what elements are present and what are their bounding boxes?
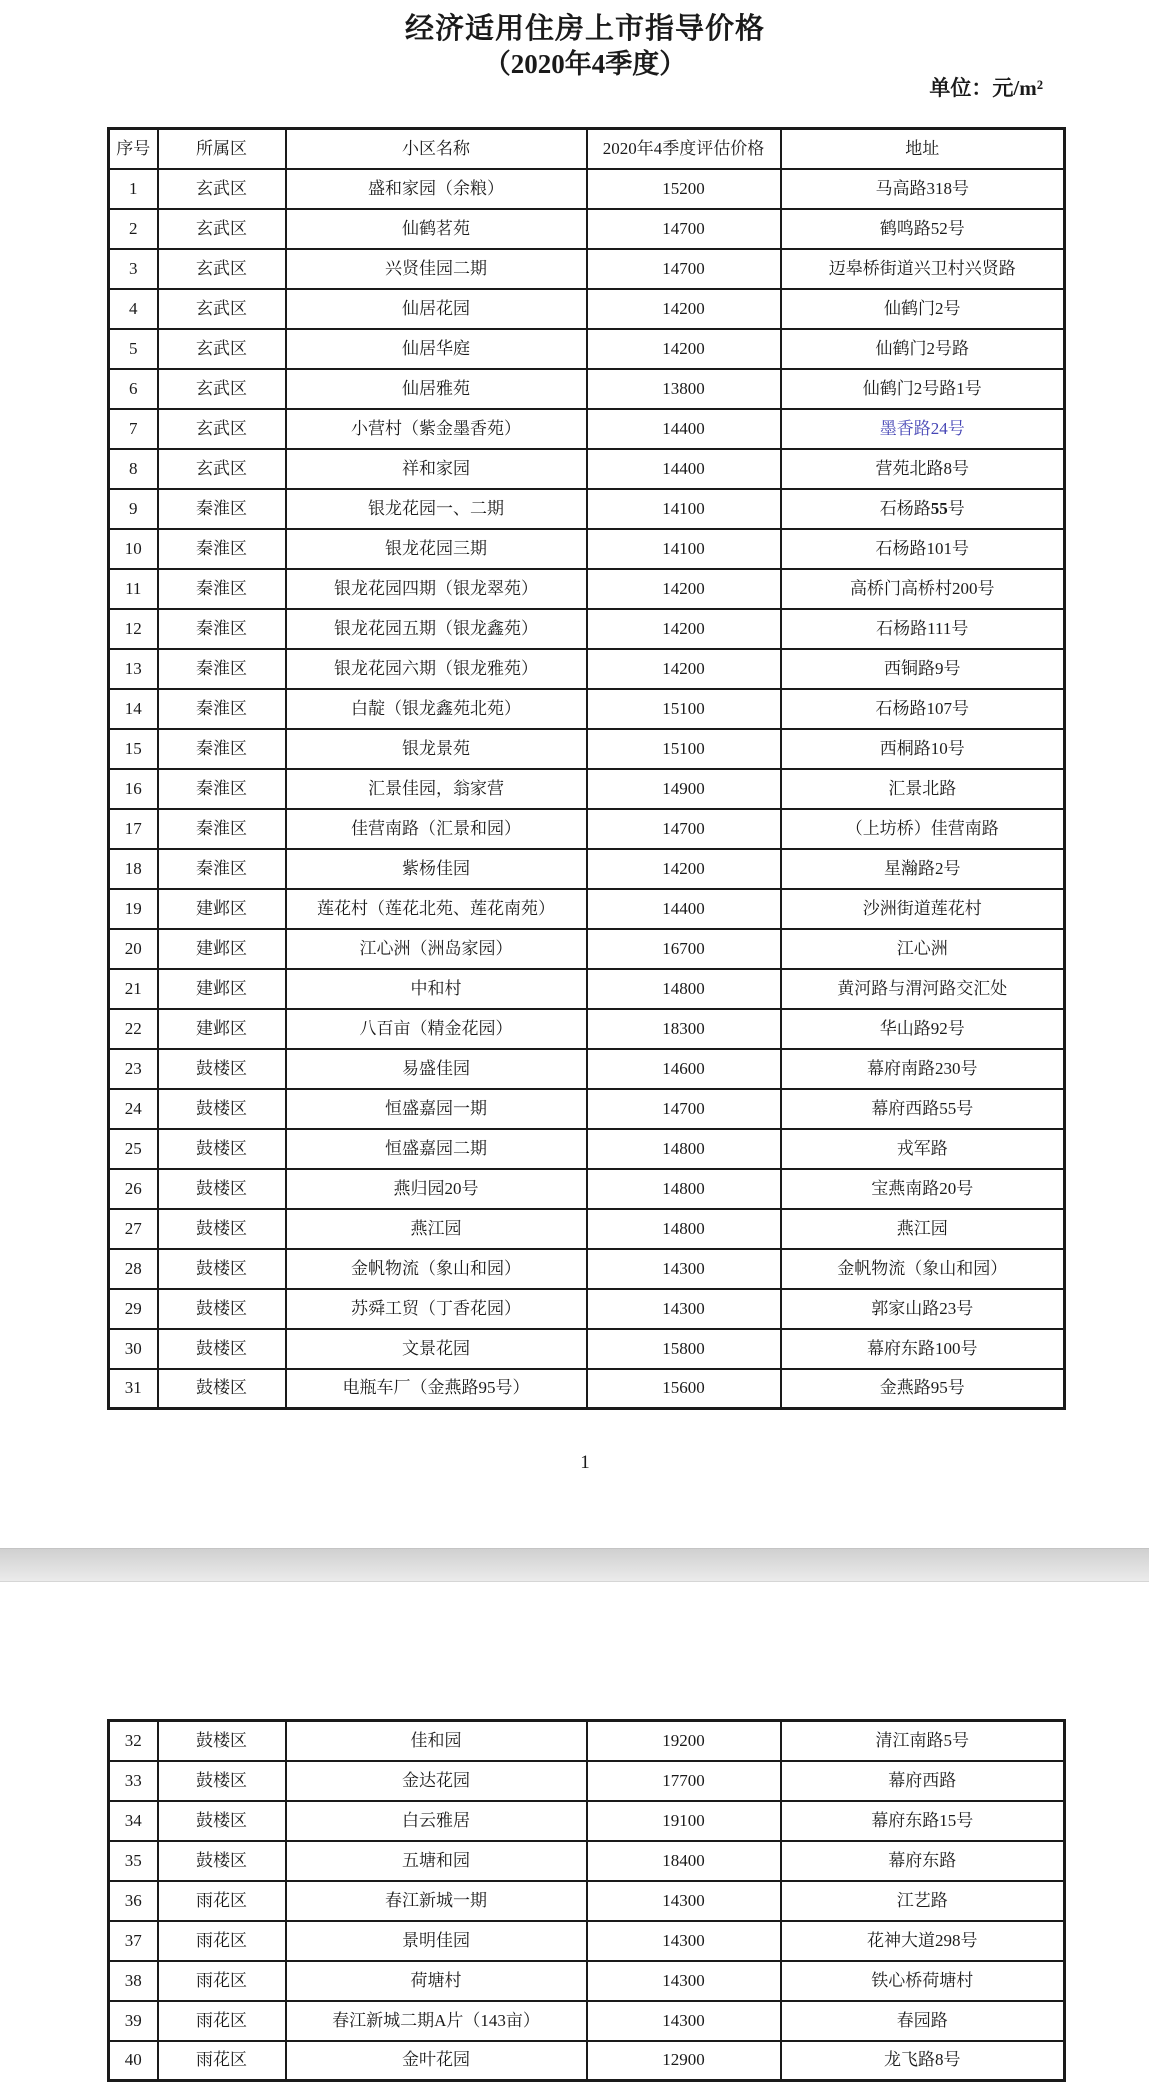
cell-community-name: 银龙花园六期（银龙雅苑）: [286, 649, 587, 689]
table-row: [109, 929, 1065, 969]
cell-index: 37: [109, 1921, 158, 1961]
table-row: [109, 1169, 1065, 1209]
cell-community-name: 兴贤佳园二期: [286, 249, 587, 289]
cell-price: 14200: [587, 289, 781, 329]
cell-price: 14200: [587, 609, 781, 649]
table-row: [109, 369, 1065, 409]
cell-index: 1: [109, 169, 158, 209]
cell-address: 石杨路55号: [781, 489, 1065, 529]
table-row: [109, 329, 1065, 369]
cell-index: 7: [109, 409, 158, 449]
cell-address: 星瀚路2号: [781, 849, 1065, 889]
cell-index: 14: [109, 689, 158, 729]
cell-community-name: 祥和家园: [286, 449, 587, 489]
table-row: [109, 889, 1065, 929]
cell-price: 15800: [587, 1329, 781, 1369]
cell-district: 玄武区: [158, 209, 286, 249]
cell-address: 幕府西路55号: [781, 1089, 1065, 1129]
cell-district: 鼓楼区: [158, 1129, 286, 1169]
cell-address: 黄河路与渭河路交汇处: [781, 969, 1065, 1009]
cell-community-name: 银龙景苑: [286, 729, 587, 769]
cell-community-name: 春江新城一期: [286, 1881, 587, 1921]
cell-community-name: 小营村（紫金墨香苑）: [286, 409, 587, 449]
cell-index: 20: [109, 929, 158, 969]
cell-index: 10: [109, 529, 158, 569]
cell-district: 雨花区: [158, 1921, 286, 1961]
cell-district: 玄武区: [158, 449, 286, 489]
cell-district: 玄武区: [158, 369, 286, 409]
table-row: [109, 689, 1065, 729]
cell-price: 19100: [587, 1801, 781, 1841]
table-row: [109, 1921, 1065, 1961]
cell-district: 秦淮区: [158, 569, 286, 609]
cell-district: 鼓楼区: [158, 1089, 286, 1129]
cell-index: 18: [109, 849, 158, 889]
cell-community-name: 佳和园: [286, 1721, 587, 1761]
table-row: [109, 1089, 1065, 1129]
cell-district: 雨花区: [158, 2001, 286, 2041]
table-row: [109, 1961, 1065, 2001]
page-2: [0, 1582, 1149, 2086]
price-table-page-1: [107, 127, 1066, 1410]
table-row: [109, 1009, 1065, 1049]
cell-price: 14600: [587, 1049, 781, 1089]
cell-price: 14100: [587, 489, 781, 529]
cell-index: 4: [109, 289, 158, 329]
cell-community-name: 白云雅居: [286, 1801, 587, 1841]
table-row: [109, 249, 1065, 289]
cell-price: 14700: [587, 249, 781, 289]
cell-address: 鹤鸣路52号: [781, 209, 1065, 249]
cell-district: 玄武区: [158, 249, 286, 289]
cell-address: 幕府东路100号: [781, 1329, 1065, 1369]
cell-index: 23: [109, 1049, 158, 1089]
table-row: [109, 729, 1065, 769]
table-row: [109, 1761, 1065, 1801]
table-row: [109, 529, 1065, 569]
table-row: [109, 769, 1065, 809]
cell-community-name: 恒盛嘉园二期: [286, 1129, 587, 1169]
cell-community-name: 汇景佳园，翁家营: [286, 769, 587, 809]
table-row: [109, 1289, 1065, 1329]
cell-price: 14100: [587, 529, 781, 569]
cell-address: 春园路: [781, 2001, 1065, 2041]
cell-district: 秦淮区: [158, 489, 286, 529]
cell-index: 33: [109, 1761, 158, 1801]
table-row: [109, 1881, 1065, 1921]
cell-address: 江心洲: [781, 929, 1065, 969]
cell-index: 6: [109, 369, 158, 409]
cell-address: 花神大道298号: [781, 1921, 1065, 1961]
cell-community-name: 燕江园: [286, 1209, 587, 1249]
cell-district: 鼓楼区: [158, 1289, 286, 1329]
cell-community-name: 金叶花园: [286, 2041, 587, 2081]
cell-address: 龙飞路8号: [781, 2041, 1065, 2081]
cell-address: 幕府东路: [781, 1841, 1065, 1881]
cell-index: 25: [109, 1129, 158, 1169]
cell-district: 鼓楼区: [158, 1049, 286, 1089]
cell-index: 22: [109, 1009, 158, 1049]
cell-community-name: 电瓶车厂（金燕路95号）: [286, 1369, 587, 1409]
cell-price: 15200: [587, 169, 781, 209]
cell-price: 19200: [587, 1721, 781, 1761]
table-row: [109, 1049, 1065, 1089]
cell-address[interactable]: 墨香路24号: [781, 409, 1065, 449]
cell-price: 14400: [587, 409, 781, 449]
cell-price: 16700: [587, 929, 781, 969]
cell-community-name: 莲花村（莲花北苑、莲花南苑）: [286, 889, 587, 929]
cell-price: 12900: [587, 2041, 781, 2081]
cell-district: 秦淮区: [158, 609, 286, 649]
cell-community-name: 景明佳园: [286, 1921, 587, 1961]
table-row: [109, 409, 1065, 449]
price-table-page-2: [107, 1719, 1066, 2082]
cell-price: 18400: [587, 1841, 781, 1881]
cell-address: 幕府西路: [781, 1761, 1065, 1801]
table-row: [109, 169, 1065, 209]
cell-community-name: 银龙花园四期（银龙翠苑）: [286, 569, 587, 609]
cell-address: （上坊桥）佳营南路: [781, 809, 1065, 849]
cell-price: 14800: [587, 1169, 781, 1209]
cell-district: 雨花区: [158, 1881, 286, 1921]
cell-address: 金燕路95号: [781, 1369, 1065, 1409]
column-header-index: 序号: [109, 129, 158, 169]
cell-district: 玄武区: [158, 289, 286, 329]
cell-district: 建邺区: [158, 969, 286, 1009]
cell-district: 雨花区: [158, 1961, 286, 2001]
cell-address: 铁心桥荷塘村: [781, 1961, 1065, 2001]
cell-index: 30: [109, 1329, 158, 1369]
cell-district: 玄武区: [158, 409, 286, 449]
cell-community-name: 盛和家园（余粮）: [286, 169, 587, 209]
table-row: [109, 969, 1065, 1009]
cell-address: 营苑北路8号: [781, 449, 1065, 489]
column-header-address: 地址: [781, 129, 1065, 169]
table-row: [109, 1841, 1065, 1881]
cell-index: 24: [109, 1089, 158, 1129]
table-row: [109, 1369, 1065, 1409]
cell-address: 宝燕南路20号: [781, 1169, 1065, 1209]
cell-price: 14200: [587, 569, 781, 609]
cell-index: 39: [109, 2001, 158, 2041]
cell-address: 汇景北路: [781, 769, 1065, 809]
cell-community-name: 中和村: [286, 969, 587, 1009]
cell-district: 鼓楼区: [158, 1329, 286, 1369]
cell-index: 27: [109, 1209, 158, 1249]
cell-community-name: 荷塘村: [286, 1961, 587, 2001]
cell-price: 14200: [587, 649, 781, 689]
cell-index: 21: [109, 969, 158, 1009]
cell-address: 仙鹤门2号路1号: [781, 369, 1065, 409]
cell-district: 建邺区: [158, 1009, 286, 1049]
cell-district: 秦淮区: [158, 529, 286, 569]
cell-index: 9: [109, 489, 158, 529]
cell-index: 13: [109, 649, 158, 689]
cell-index: 36: [109, 1881, 158, 1921]
cell-price: 14300: [587, 1921, 781, 1961]
cell-address: 高桥门高桥村200号: [781, 569, 1065, 609]
cell-district: 雨花区: [158, 2041, 286, 2081]
cell-district: 秦淮区: [158, 729, 286, 769]
cell-community-name: 银龙花园一、二期: [286, 489, 587, 529]
cell-price: 14900: [587, 769, 781, 809]
table-row: [109, 289, 1065, 329]
cell-address: 迈皋桥街道兴卫村兴贤路: [781, 249, 1065, 289]
cell-index: 8: [109, 449, 158, 489]
cell-address: 马高路318号: [781, 169, 1065, 209]
cell-price: 14200: [587, 329, 781, 369]
header-row: [109, 129, 1065, 169]
cell-price: 14300: [587, 1881, 781, 1921]
cell-address: 燕江园: [781, 1209, 1065, 1249]
cell-index: 16: [109, 769, 158, 809]
column-header-price: 2020年4季度评估价格: [587, 129, 781, 169]
cell-index: 32: [109, 1721, 158, 1761]
table-row: [109, 1249, 1065, 1289]
cell-district: 鼓楼区: [158, 1801, 286, 1841]
cell-community-name: 仙居花园: [286, 289, 587, 329]
cell-community-name: 恒盛嘉园一期: [286, 1089, 587, 1129]
cell-district: 秦淮区: [158, 689, 286, 729]
cell-district: 建邺区: [158, 889, 286, 929]
cell-community-name: 金达花园: [286, 1761, 587, 1801]
cell-community-name: 银龙花园三期: [286, 529, 587, 569]
cell-district: 鼓楼区: [158, 1249, 286, 1289]
cell-community-name: 白靛（银龙鑫苑北苑）: [286, 689, 587, 729]
unit-label: 单位：元/m²: [929, 76, 1043, 100]
cell-community-name: 仙居华庭: [286, 329, 587, 369]
cell-district: 建邺区: [158, 929, 286, 969]
cell-district: 鼓楼区: [158, 1369, 286, 1409]
cell-district: 鼓楼区: [158, 1169, 286, 1209]
document-subtitle: （2020年4季度）: [483, 49, 687, 79]
cell-index: 26: [109, 1169, 158, 1209]
cell-price: 14800: [587, 1209, 781, 1249]
cell-community-name: 春江新城二期A片（143亩）: [286, 2001, 587, 2041]
table-row: [109, 2001, 1065, 2041]
cell-price: 14700: [587, 809, 781, 849]
cell-community-name: 文景花园: [286, 1329, 587, 1369]
column-header-district: 所属区: [158, 129, 286, 169]
cell-address: 石杨路101号: [781, 529, 1065, 569]
cell-address: 郭家山路23号: [781, 1289, 1065, 1329]
cell-community-name: 燕归园20号: [286, 1169, 587, 1209]
table-row: [109, 569, 1065, 609]
cell-address: 沙洲街道莲花村: [781, 889, 1065, 929]
cell-district: 鼓楼区: [158, 1209, 286, 1249]
cell-community-name: 紫杨佳园: [286, 849, 587, 889]
cell-index: 28: [109, 1249, 158, 1289]
table-row: [109, 1801, 1065, 1841]
cell-price: 13800: [587, 369, 781, 409]
cell-district: 鼓楼区: [158, 1841, 286, 1881]
table-row: [109, 1209, 1065, 1249]
cell-price: 15600: [587, 1369, 781, 1409]
cell-index: 38: [109, 1961, 158, 2001]
cell-community-name: 五塘和园: [286, 1841, 587, 1881]
table-row: [109, 649, 1065, 689]
cell-address: 江艺路: [781, 1881, 1065, 1921]
cell-address: 清江南路5号: [781, 1721, 1065, 1761]
cell-community-name: 苏舜工贸（丁香花园）: [286, 1289, 587, 1329]
cell-address: 华山路92号: [781, 1009, 1065, 1049]
cell-community-name: 仙居雅苑: [286, 369, 587, 409]
cell-index: 5: [109, 329, 158, 369]
cell-district: 鼓楼区: [158, 1761, 286, 1801]
cell-index: 35: [109, 1841, 158, 1881]
cell-index: 31: [109, 1369, 158, 1409]
cell-community-name: 仙鹤茗苑: [286, 209, 587, 249]
cell-price: 14800: [587, 1129, 781, 1169]
cell-price: 14300: [587, 1249, 781, 1289]
cell-price: 14300: [587, 1289, 781, 1329]
cell-address: 石杨路107号: [781, 689, 1065, 729]
cell-district: 玄武区: [158, 329, 286, 369]
table-row: [109, 2041, 1065, 2081]
cell-index: 15: [109, 729, 158, 769]
cell-price: 14300: [587, 1961, 781, 2001]
cell-district: 秦淮区: [158, 849, 286, 889]
cell-index: 17: [109, 809, 158, 849]
table-row: [109, 449, 1065, 489]
cell-price: 15100: [587, 729, 781, 769]
table-row: [109, 1129, 1065, 1169]
cell-community-name: 金帆物流（象山和园）: [286, 1249, 587, 1289]
cell-address: 幕府东路15号: [781, 1801, 1065, 1841]
table-row: [109, 849, 1065, 889]
table-row: [109, 609, 1065, 649]
cell-community-name: 银龙花园五期（银龙鑫苑）: [286, 609, 587, 649]
cell-index: 19: [109, 889, 158, 929]
table-row: [109, 489, 1065, 529]
cell-index: 2: [109, 209, 158, 249]
cell-price: 14400: [587, 449, 781, 489]
table-row: [109, 809, 1065, 849]
cell-district: 鼓楼区: [158, 1721, 286, 1761]
cell-address: 仙鹤门2号: [781, 289, 1065, 329]
cell-index: 12: [109, 609, 158, 649]
column-header-name: 小区名称: [286, 129, 587, 169]
cell-price: 14700: [587, 209, 781, 249]
cell-district: 秦淮区: [158, 809, 286, 849]
cell-index: 40: [109, 2041, 158, 2081]
cell-index: 11: [109, 569, 158, 609]
cell-price: 18300: [587, 1009, 781, 1049]
table-row: [109, 209, 1065, 249]
cell-price: 17700: [587, 1761, 781, 1801]
cell-address: 金帆物流（象山和园）: [781, 1249, 1065, 1289]
cell-community-name: 佳营南路（汇景和园）: [286, 809, 587, 849]
cell-address: 仙鹤门2号路: [781, 329, 1065, 369]
cell-district: 秦淮区: [158, 649, 286, 689]
cell-index: 34: [109, 1801, 158, 1841]
cell-address: 石杨路111号: [781, 609, 1065, 649]
table-row: [109, 1329, 1065, 1369]
page-separator: [0, 1548, 1149, 1582]
cell-price: 14200: [587, 849, 781, 889]
cell-address: 幕府南路230号: [781, 1049, 1065, 1089]
cell-price: 14800: [587, 969, 781, 1009]
cell-address: 戎军路: [781, 1129, 1065, 1169]
cell-community-name: 江心洲（洲岛家园）: [286, 929, 587, 969]
page-number: 1: [580, 1452, 590, 1473]
cell-price: 14300: [587, 2001, 781, 2041]
cell-district: 秦淮区: [158, 769, 286, 809]
document-title: 经济适用住房上市指导价格: [404, 13, 765, 45]
cell-price: 15100: [587, 689, 781, 729]
cell-price: 14700: [587, 1089, 781, 1129]
cell-index: 29: [109, 1289, 158, 1329]
cell-address: 西铜路9号: [781, 649, 1065, 689]
cell-price: 14400: [587, 889, 781, 929]
cell-community-name: 易盛佳园: [286, 1049, 587, 1089]
cell-district: 玄武区: [158, 169, 286, 209]
table-row: [109, 1721, 1065, 1761]
cell-index: 3: [109, 249, 158, 289]
cell-address: 西桐路10号: [781, 729, 1065, 769]
cell-community-name: 八百亩（精金花园）: [286, 1009, 587, 1049]
